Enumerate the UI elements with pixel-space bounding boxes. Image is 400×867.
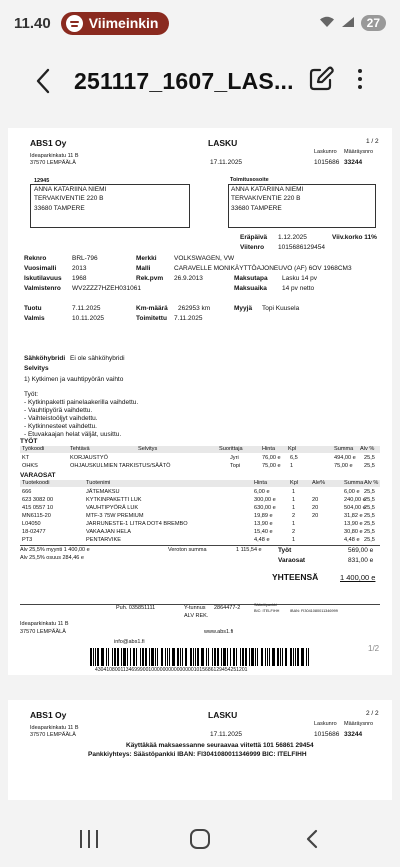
system-nav-bar: [0, 808, 400, 867]
iskutilavuus-label: Iskutilavuus: [24, 275, 62, 282]
cell: 1: [290, 463, 294, 469]
cell: 30,80 e: [344, 529, 363, 535]
back-button[interactable]: [20, 58, 66, 104]
doc-title: LASKU: [208, 710, 238, 720]
tyot-col-header: Alv %: [360, 446, 375, 452]
cell: OHJAUSKULMIEN TARKISTUS/SÄÄTÖ: [70, 463, 171, 469]
payment-instruction: Käyttäkää maksaessanne seuraavaa viitettä 101 56861 29454: [126, 742, 314, 749]
alv-line-2: Alv 25,5% osuus 284,46 e: [20, 555, 84, 561]
cell: 300,00 e: [254, 497, 276, 503]
erapaiva-value: 1.12.2025: [278, 234, 307, 241]
nav-back-button[interactable]: [305, 829, 319, 849]
erapaiva-label: Eräpäivä: [240, 234, 268, 241]
home-button[interactable]: [190, 829, 210, 849]
spotify-now-playing-pill[interactable]: [61, 12, 169, 35]
viivkorko: Viiv.korko 11%: [332, 234, 377, 241]
cell: 75,00 e: [262, 463, 281, 469]
rekpvm-value: 26.9.2013: [174, 275, 203, 282]
recent-apps-icon: [80, 830, 82, 848]
barcode-bar: [190, 648, 192, 666]
barcode-bar: [308, 648, 309, 666]
barcode-bar: [240, 648, 241, 666]
cell: 13,90 e: [344, 521, 363, 527]
cell: 76,00 e: [262, 455, 281, 461]
barcode-bar: [177, 648, 179, 666]
veroton-value: 1 115,54 e: [236, 547, 262, 553]
sum-tyot-value: 569,00 e: [348, 547, 374, 554]
barcode-bar: [195, 648, 196, 666]
app-bar: [0, 52, 400, 110]
cell: 20: [312, 497, 319, 503]
cell: 6,00 e: [254, 489, 270, 495]
tyot-col-header: Summa: [334, 446, 354, 452]
invoice-page-2: [8, 700, 392, 800]
iskutilavuus-value: 1968: [72, 275, 87, 282]
tyot-col-header: Kpl: [288, 446, 297, 452]
alv-rek: ALV REK.: [184, 613, 209, 619]
myyja-value: Topi Kuusela: [262, 305, 300, 312]
barcode-bar: [121, 648, 122, 666]
toimitettu-label: Toimitettu: [136, 315, 167, 322]
barcode-bar: [161, 648, 163, 666]
barcode-bar: [182, 648, 183, 666]
maarays-label: Määräysnro: [344, 149, 374, 155]
company-name: ABS1 Oy: [30, 710, 67, 720]
laskunro-label: Laskunro: [314, 721, 337, 727]
wifi-icon: [319, 16, 335, 31]
recent-apps-icon: [96, 830, 98, 848]
cell: MTF-3 75W PREMIUM: [86, 513, 144, 519]
varaosat-col-header: Hinta: [254, 480, 268, 486]
cell: 2: [292, 529, 296, 535]
more-dot: [358, 69, 362, 73]
email: info@abs1.fi: [114, 639, 145, 645]
recent-apps-button[interactable]: [80, 830, 98, 848]
sum-varaosat-value: 831,00 e: [348, 557, 374, 564]
cell: 1: [292, 505, 296, 511]
edit-button[interactable]: [306, 64, 336, 94]
cell: 494,00 e: [334, 455, 356, 461]
km-label: Km-määrä: [136, 305, 168, 312]
barcode-bar: [285, 648, 287, 666]
cell: 415 0557 10: [22, 505, 54, 511]
toimitettu-value: 7.11.2025: [174, 315, 203, 322]
vuosimalli-label: Vuosimalli: [24, 265, 57, 272]
cell: L04050: [22, 521, 41, 527]
barcode-bar: [306, 648, 307, 666]
cell: 15,40 e: [254, 529, 273, 535]
barcode-bar: [117, 648, 119, 666]
cell: 504,00 e: [344, 505, 366, 511]
barcode-bar: [267, 648, 268, 666]
cell: 2: [292, 513, 296, 519]
tyot-col-header: Hinta: [262, 446, 276, 452]
barcode-bar: [145, 648, 147, 666]
cell: KORJAUSTYÖ: [70, 455, 108, 461]
cell: PENTARVIKE: [86, 537, 121, 543]
page-label: 2 / 2: [366, 710, 379, 717]
ytunnus-value: 2864477-2: [214, 605, 241, 611]
barcode-bar: [133, 648, 135, 666]
varaosat-col-header: Summa: [344, 480, 364, 486]
barcode-bar: [114, 648, 116, 666]
cell: MN6115-20: [22, 513, 51, 519]
more-dot: [358, 77, 362, 81]
barcode-bar: [101, 648, 104, 666]
barcode-bar: [212, 648, 213, 666]
barcode-bar: [272, 648, 275, 666]
barcode-bar: [223, 648, 226, 666]
barcode-bar: [112, 648, 113, 666]
varaosat-col-header: Tuotenimi: [86, 480, 111, 486]
cell: VAUHTIPYÖRÄ LUK: [86, 505, 139, 511]
barcode-bar: [236, 648, 237, 666]
barcode-bar: [251, 648, 254, 666]
barcode-bar: [280, 648, 281, 666]
barcode-bar: [193, 648, 194, 666]
tyot-col-header: Suorittaja: [219, 446, 243, 452]
cell: 1: [292, 489, 296, 495]
customer-number: 12945: [34, 178, 50, 184]
invoice-date: 17.11.2025: [210, 731, 243, 738]
company-street: Ideaparkinkatu 11 B: [30, 725, 79, 731]
cell: 19,89 e: [254, 513, 273, 519]
delivery-city: 33680 TAMPERE: [231, 205, 282, 212]
barcode-bar: [127, 648, 128, 666]
barcode-bar: [221, 648, 222, 666]
signal-icon: [341, 16, 355, 31]
cell: PT3: [22, 537, 33, 543]
barcode-bar: [180, 648, 181, 666]
merkki-value: VOLKSWAGEN, VW: [174, 255, 235, 262]
barcode-bar: [167, 648, 168, 666]
varaosat-col-header: Alv %: [364, 480, 379, 486]
battery-indicator: 27: [361, 15, 386, 31]
barcode-bar: [108, 648, 109, 666]
malli-value: CARAVELLE MONIKÄYTTÖAJONEUVO (AF) 6OV 1968CM3: [174, 265, 352, 272]
barcode-bar: [130, 648, 131, 666]
barcode-bar: [93, 648, 94, 666]
cell: OHKS: [22, 463, 38, 469]
barcode-bar: [282, 648, 283, 666]
barcode-bar: [106, 648, 107, 666]
barcode-bar: [97, 648, 99, 666]
document-title: 251117_1607_LAS...: [74, 67, 294, 94]
spotify-icon: [66, 15, 83, 32]
delivery-title: Toimitusosoite: [230, 177, 269, 183]
hybrid-value: Ei ole sähköhybridi: [70, 355, 125, 362]
yhteensa-value: 1 400,00 e: [340, 573, 376, 582]
hybrid-label: Sähköhybridi: [24, 355, 66, 362]
tyot-note-3: - Vaihteistoöljyt vaihdettu.: [24, 415, 98, 422]
barcode-bar: [155, 648, 156, 666]
barcode-bar: [185, 648, 187, 666]
tyot-note-5: - Etuvakaajan helat väljät, uusittu.: [24, 431, 122, 438]
maarays-value: 33244: [344, 159, 363, 166]
valmis-label: Valmis: [24, 315, 45, 322]
cell: 623 3082 00: [22, 497, 54, 503]
barcode-bar: [208, 648, 209, 666]
payment-barcode: [90, 648, 312, 666]
ytunnus-label: Y-tunnus: [184, 605, 206, 611]
barcode-bar: [217, 648, 219, 666]
barcode-bar: [230, 648, 231, 666]
varaosat-col-header: Kpl: [290, 480, 299, 486]
malli-label: Malli: [136, 265, 151, 272]
barcode-bar: [255, 648, 256, 666]
barcode-bar: [297, 648, 299, 666]
cell: 1: [292, 537, 296, 543]
customer-street: TERVAKIVENTIE 220 B: [34, 195, 104, 202]
invoice-date: 17.11.2025: [210, 159, 243, 166]
barcode-bar: [290, 648, 292, 666]
valmistenro-value: WV2ZZZ7HZEH031061: [72, 285, 141, 292]
cell: 1: [292, 521, 296, 527]
cell: 25,5: [364, 505, 375, 511]
cell: 25,5: [364, 529, 375, 535]
customer-name: ANNA KATARIINA NIEMI: [34, 186, 107, 193]
valmistenro-label: Valmistenro: [24, 285, 61, 292]
website: www.abs1.fi: [204, 629, 234, 635]
nav-back-icon: [305, 829, 319, 849]
sum-tyot-label: Työt: [278, 547, 292, 554]
barcode-digits: 430410800113469990010000000000000001015686129454251201: [95, 667, 248, 673]
selvitys-line: 1) Kytkimen ja vauhtipyörän vaihto: [24, 376, 124, 383]
cell: 666: [22, 489, 32, 495]
varaosat-col-header: Ale%: [312, 480, 326, 486]
barcode-bar: [269, 648, 270, 666]
footer-city: 37570 LEMPÄÄLÄ: [20, 629, 66, 635]
selvitys-label: Selvitys: [24, 365, 49, 372]
delivery-street: TERVAKIVENTIE 220 B: [231, 195, 301, 202]
cell: 13,90 e: [254, 521, 273, 527]
tuotu-value: 7.11.2025: [72, 305, 101, 312]
cell: 18-02477: [22, 529, 46, 535]
customer-city: 33680 TAMPERE: [34, 205, 85, 212]
cell: 1: [292, 497, 296, 503]
cell: 6,00 e: [344, 489, 360, 495]
vuosimalli-value: 2013: [72, 265, 87, 272]
more-dot: [358, 85, 362, 89]
doc-title: LASKU: [208, 138, 238, 148]
maksutapa-value: Lasku 14 pv: [282, 275, 318, 282]
barcode-bar: [245, 648, 247, 666]
tyot-note-2: - Vauhtipyörä vaihdettu.: [24, 407, 93, 414]
laskunro-value: 1015686: [314, 731, 340, 738]
page-label: 1 / 2: [366, 138, 379, 145]
cell: VAKAAJAN HELA: [86, 529, 131, 535]
barcode-bar: [261, 648, 263, 666]
recent-apps-icon: [88, 830, 90, 848]
cell: 240,00 e: [344, 497, 366, 503]
cell: 25,5: [364, 497, 375, 503]
barcode-bar: [301, 648, 304, 666]
invoice-page-1: [8, 128, 392, 675]
yhteensa-label: YHTEENSÄ: [272, 572, 319, 582]
company-name: ABS1 Oy: [30, 138, 67, 148]
bank-name: Säästöpankki: [254, 603, 277, 607]
cell: 75,00 e: [334, 463, 353, 469]
barcode-bar: [165, 648, 166, 666]
sum-varaosat-label: Varaosat: [278, 557, 306, 564]
maarays-label: Määräysnro: [344, 721, 374, 727]
iban: IBAN: FI3041080011346999: [290, 609, 338, 613]
barcode-bar: [277, 648, 279, 666]
maksuaika-value: 14 pv netto: [282, 285, 315, 292]
barcode-bar: [95, 648, 96, 666]
barcode-bar: [123, 648, 126, 666]
myyja-label: Myyjä: [234, 305, 253, 312]
barcode-bar: [265, 648, 266, 666]
cell: 25,5: [364, 513, 375, 519]
varaosat-col-header: Tuotekoodi: [22, 480, 50, 486]
cell: 4,48 e: [344, 537, 360, 543]
maksuaika-label: Maksuaika: [234, 285, 267, 292]
reknro-value: BRL-796: [72, 255, 98, 262]
cell: 25,5: [364, 489, 375, 495]
barcode-bar: [295, 648, 296, 666]
status-time: 11.40: [14, 14, 51, 32]
barcode-bar: [242, 648, 244, 666]
cell: KYTKINPAKETTI LUK: [86, 497, 142, 503]
tyot-note-4: - Kytkinnesteet vaihdettu.: [24, 423, 97, 430]
barcode-bar: [293, 648, 294, 666]
cell: 6,5: [290, 455, 298, 461]
barcode-bar: [227, 648, 228, 666]
barcode-bar: [201, 648, 204, 666]
barcode-bar: [233, 648, 235, 666]
company-city: 37570 LEMPÄÄLÄ: [30, 732, 76, 738]
rekpvm-label: Rek.pvm: [136, 275, 164, 282]
barcode-bar: [169, 648, 170, 666]
bic: BIC: ITELFIHH: [254, 609, 280, 613]
cell: 25,5: [364, 463, 375, 469]
cell: 20: [312, 505, 319, 511]
barcode-bar: [142, 648, 144, 666]
company-city: 37570 LEMPÄÄLÄ: [30, 160, 76, 166]
cell: 31,82 e: [344, 513, 363, 519]
company-street: Ideaparkinkatu 11 B: [30, 153, 79, 159]
back-arrow-icon: [35, 68, 51, 94]
cell: KT: [22, 455, 30, 461]
tyot-note-0: Työt:: [24, 391, 39, 398]
tuotu-label: Tuotu: [24, 305, 42, 312]
phone: Puh. 035851111: [116, 605, 156, 611]
spotify-track-label: Viimeinkin: [88, 15, 159, 31]
viite-value: 1015686129454: [278, 244, 325, 251]
cell: JARRUNESTE-1 LITRA DOT4 BREMBO: [86, 521, 188, 527]
cell: 25,5: [364, 537, 375, 543]
cell: 4,48 e: [254, 537, 270, 543]
varaosat-title: VARAOSAT: [20, 472, 56, 479]
maarays-value: 33244: [344, 731, 363, 738]
barcode-bar: [151, 648, 154, 666]
cell: 25,5: [364, 455, 375, 461]
cell: 20: [312, 513, 319, 519]
cell: 630,00 e: [254, 505, 276, 511]
laskunro-value: 1015686: [314, 159, 340, 166]
barcode-bar: [197, 648, 199, 666]
page-marker: 1/2: [368, 644, 380, 653]
alv-line-1: Alv 25,5% myynti 1 400,00 e: [20, 547, 90, 553]
laskunro-label: Laskunro: [314, 149, 337, 155]
tyot-col-header: Selvitys: [138, 446, 158, 452]
valmis-value: 10.11.2025: [72, 315, 105, 322]
barcode-bar: [214, 648, 216, 666]
barcode-bar: [140, 648, 141, 666]
viite-label: Viitenro: [240, 244, 265, 251]
more-options-button[interactable]: [348, 64, 372, 94]
tyot-col-header: Tehtävä: [70, 446, 90, 452]
barcode-bar: [257, 648, 258, 666]
footer-street: Ideaparkinkatu 11 B: [20, 621, 69, 627]
barcode-bar: [136, 648, 137, 666]
veroton-label: Veroton summa: [168, 547, 207, 553]
bank-connection: Pankkiyhteys: Säästöpankki IBAN: FI3041080011346999 BIC: ITELFIHH: [88, 751, 307, 758]
merkki-label: Merkki: [136, 255, 157, 262]
totals-divider: [20, 545, 380, 546]
cell: Topi: [230, 463, 241, 469]
maksutapa-label: Maksutapa: [234, 275, 268, 282]
status-bar: [0, 0, 400, 46]
barcode-bar: [172, 648, 175, 666]
barcode-bar: [249, 648, 250, 666]
reknro-label: Reknro: [24, 255, 47, 262]
barcode-bar: [90, 648, 92, 666]
barcode-bar: [149, 648, 150, 666]
tyot-title: TYÖT: [20, 438, 38, 445]
delivery-name: ANNA KATARIINA NIEMI: [231, 186, 304, 193]
km-value: 262953 km: [178, 305, 211, 312]
cell: 25,5: [364, 521, 375, 527]
barcode-bar: [206, 648, 207, 666]
varaosat-header-bar: [20, 480, 380, 487]
cell: Jyri: [230, 455, 239, 461]
barcode-bar: [157, 648, 158, 666]
cell: JÄTEMAKSU: [86, 489, 120, 495]
tyot-note-1: - Kytkinpaketti painelaakerilla vaihdettu.: [24, 399, 139, 406]
tyot-col-header: Työkoodi: [22, 446, 45, 452]
edit-icon: [306, 64, 336, 94]
